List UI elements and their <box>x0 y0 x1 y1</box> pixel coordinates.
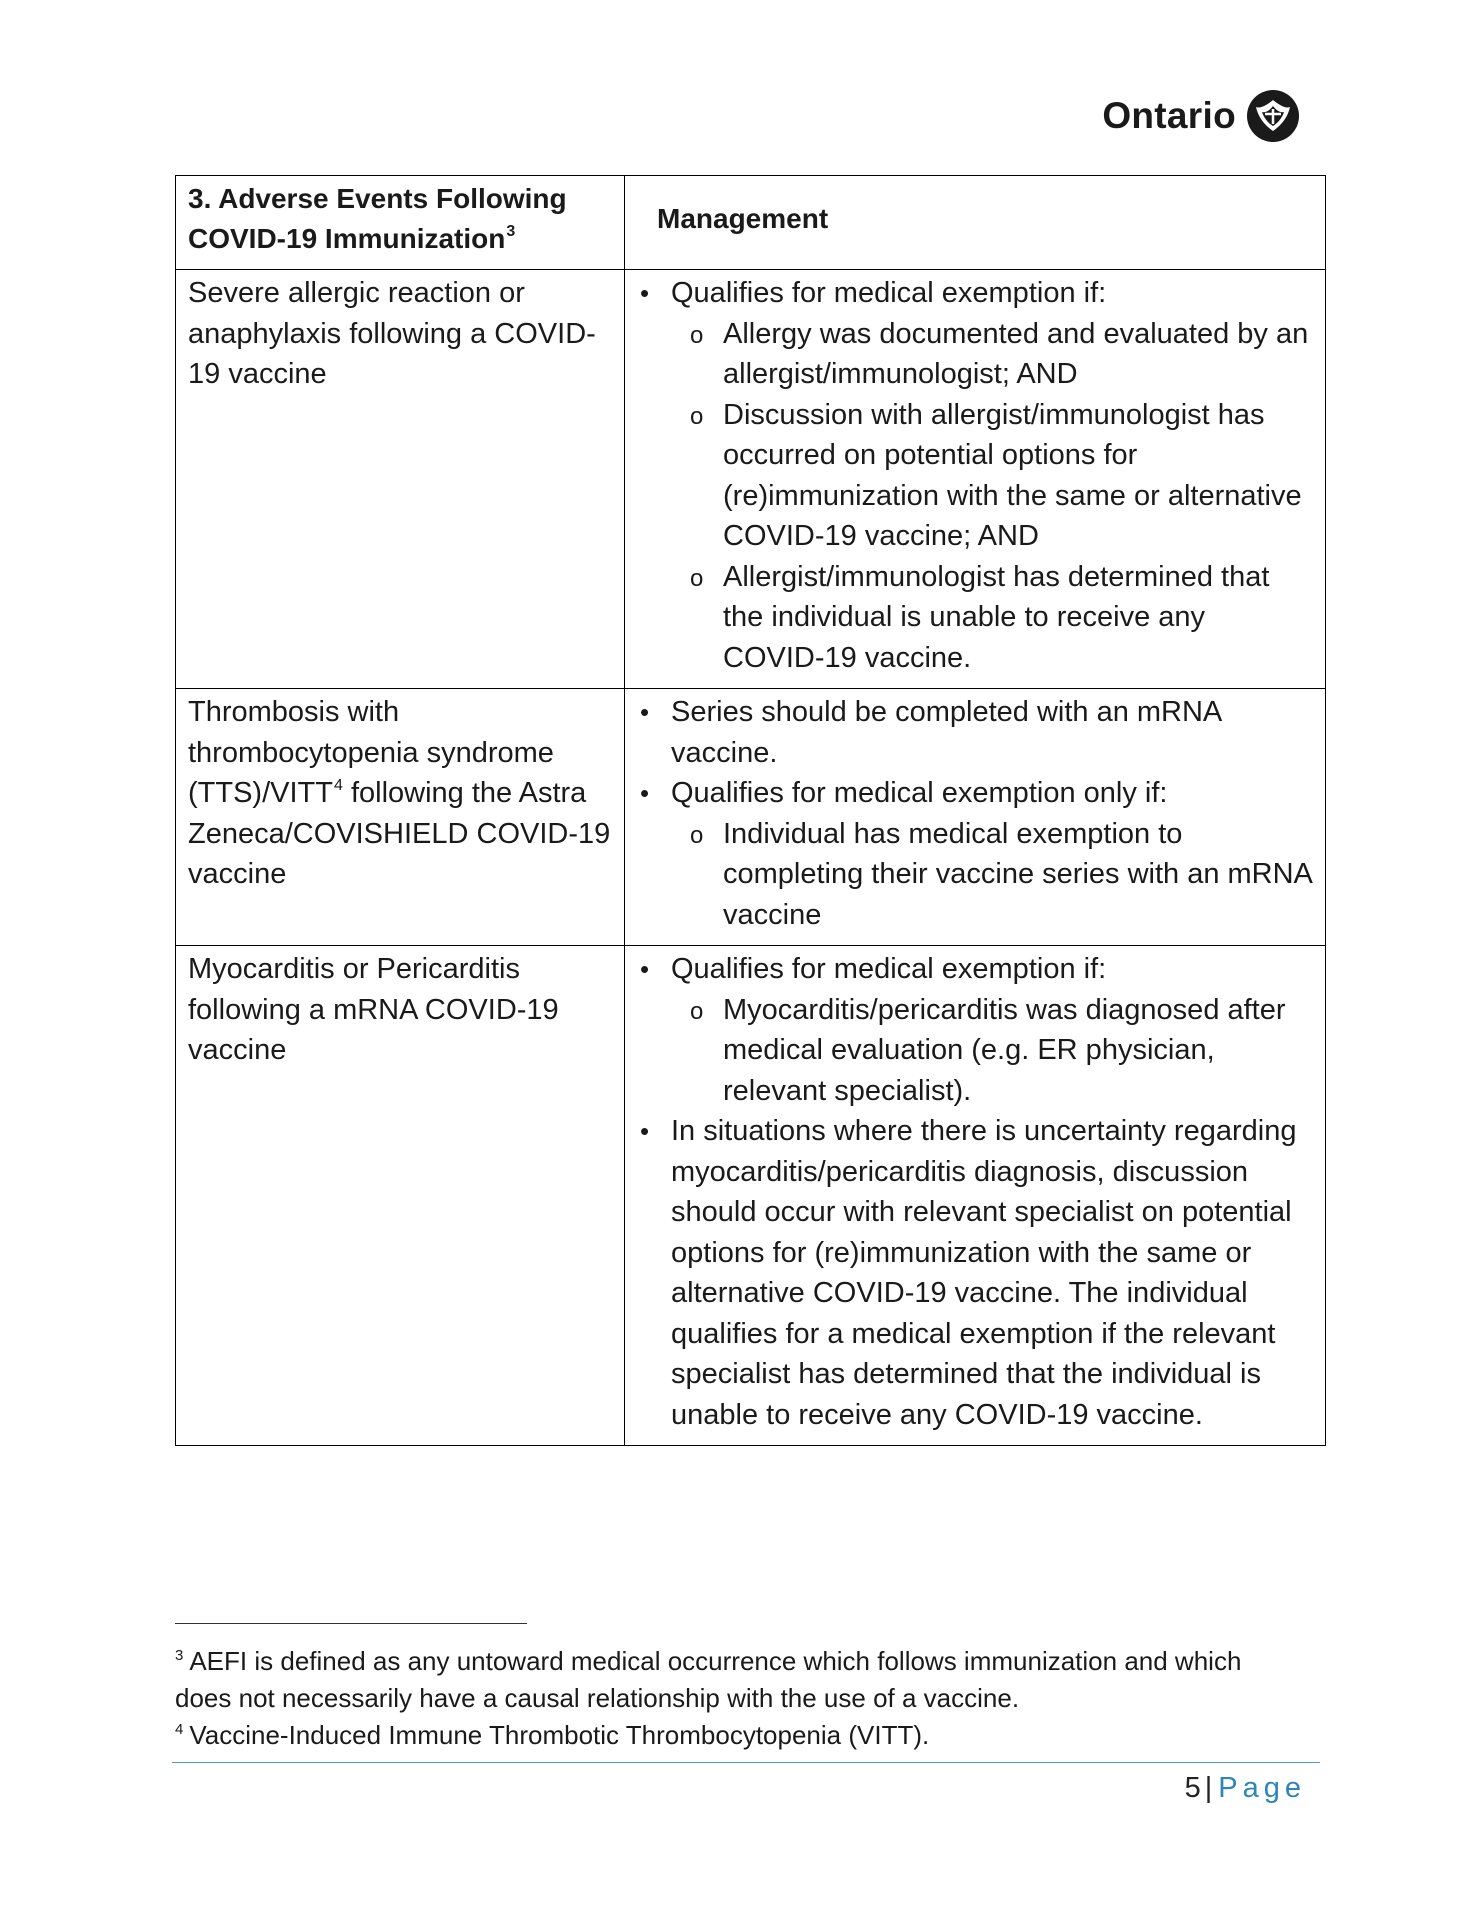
management-cell <box>625 689 1326 946</box>
sub-list-item: o Individual has medical exemption to completing their vaccine series with an mRNA vaccine <box>723 814 1313 936</box>
footnote-ref-3: 3 <box>506 223 516 240</box>
table-row <box>176 689 1326 946</box>
list-item: • Series should be completed with an mRNA vaccine. <box>671 692 1313 773</box>
header-management: Management <box>625 176 1326 270</box>
table-row <box>176 946 1326 1446</box>
logo-text: Ontario <box>1102 95 1236 136</box>
sub-list-item: o Myocarditis/pericarditis was diagnosed after medical evaluation (e.g. ER physician, relevant specialist). <box>723 990 1313 1112</box>
sub-list-item: o Allergy was documented and evaluated by an allergist/immunologist; AND <box>723 314 1313 395</box>
bullet-list <box>637 692 1313 935</box>
ontario-logo <box>1080 85 1300 147</box>
table-row <box>176 270 1326 689</box>
page-number: 5 | Page <box>1184 1772 1306 1804</box>
aefi-table <box>175 175 1326 1446</box>
footnote-ref-4: 4 <box>333 777 343 794</box>
footnotes <box>175 1643 1295 1754</box>
header-condition: 3. Adverse Events Following COVID-19 Immunization$^3$ <box>176 176 625 270</box>
management-cell <box>625 270 1326 689</box>
list-item: • Qualifies for medical exemption if: o Allergy was documented and evaluated by an allergist/immunologist; AND o Discussion with allergist/immunologist has occurred on potential options for (re)immunization with the same or alternative COVID-19 vaccine; AND o Allergist/immunologist has determined that the individual is unable to receive any COVID-19 vaccine. <box>671 273 1313 678</box>
sub-list-item: o Allergist/immunologist has determined that the individual is unable to receive any COVID-19 vaccine. <box>723 557 1313 679</box>
management-cell <box>625 946 1326 1446</box>
condition-cell: Severe allergic reaction or anaphylaxis following a COVID-19 vaccine <box>176 270 625 689</box>
trillium-icon <box>1246 89 1300 143</box>
footnote-3: $^3$ AEFI is defined as any untoward medical occurrence which follows immunization and which does not necessarily have a causal relationship with the use of a vaccine. <box>175 1646 1242 1713</box>
bullet-list <box>637 273 1313 678</box>
sub-list <box>671 990 1313 1112</box>
sub-list <box>671 314 1313 679</box>
bullet-list <box>637 949 1313 1435</box>
footnote-separator <box>175 1623 527 1624</box>
list-item: • Qualifies for medical exemption if: o Myocarditis/pericarditis was diagnosed after medical evaluation (e.g. ER physician, relevant specialist). <box>671 949 1313 1111</box>
list-item: • In situations where there is uncertainty regarding myocarditis/pericarditis diagnosis, discussion should occur with relevant specialist on potential options for (re)immunization with the same or alternative COVID-19 vaccine. The individual qualifies for a medical exemption if the relevant specialist has determined that the individual is unable to receive any COVID-19 vaccine. <box>671 1111 1313 1435</box>
footer-rule <box>172 1762 1320 1763</box>
footnote-4: $^4$ Vaccine-Induced Immune Thrombotic Thrombocytopenia (VITT). <box>175 1720 930 1750</box>
list-item: • Qualifies for medical exemption only if: o Individual has medical exemption to completing their vaccine series with an mRNA vaccine <box>671 773 1313 935</box>
condition-cell: Thrombosis with thrombocytopenia syndrome (TTS)/VITT$^4$ following the Astra Zeneca/COVISHIELD COVID-19 vaccine <box>176 689 625 946</box>
sub-list <box>671 814 1313 936</box>
sub-list-item: o Discussion with allergist/immunologist has occurred on potential options for (re)immunization with the same or alternative COVID-19 vaccine; AND <box>723 395 1313 557</box>
condition-cell: Myocarditis or Pericarditis following a mRNA COVID-19 vaccine <box>176 946 625 1446</box>
table-header-row <box>176 176 1326 270</box>
